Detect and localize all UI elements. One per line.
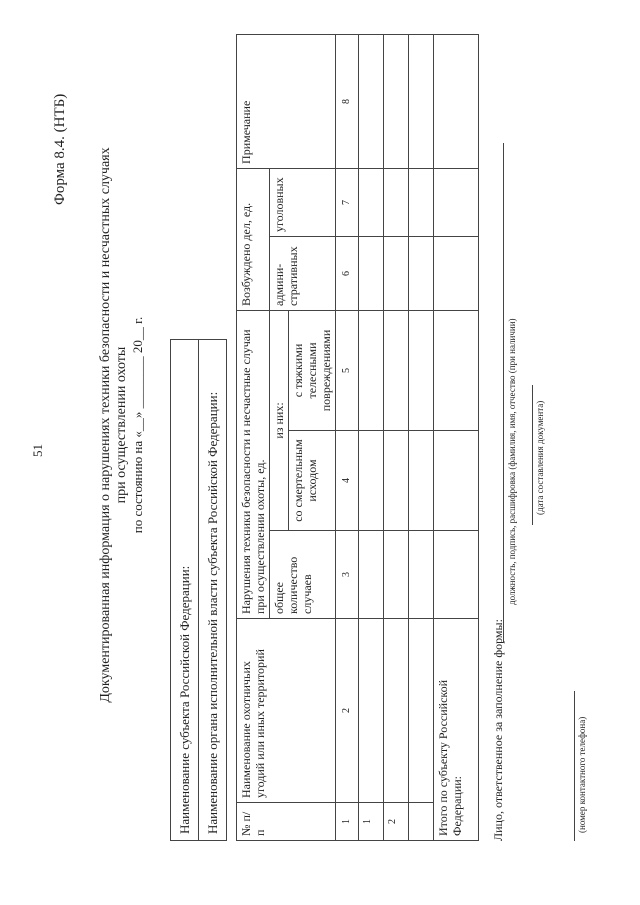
title-line-2: при осуществлении охоты xyxy=(114,346,129,504)
col-header-name: Наименование охотничьих угодий или иных территорий xyxy=(237,619,336,803)
subject-box xyxy=(170,339,227,841)
date-hint: (дата составления документа) xyxy=(535,400,545,515)
document-title xyxy=(98,95,130,755)
responsible-hint: должность, подпись, расшифровка (фамилия, имя, отчество (при наличии) xyxy=(507,318,517,605)
table-row xyxy=(409,34,434,840)
phone-signature-line xyxy=(574,691,575,841)
col-header-total: общее количество случаев xyxy=(270,531,336,619)
column-number-row xyxy=(336,34,359,840)
responsible-signature-line xyxy=(503,143,504,643)
col-header-violations: Нарушения техники безопасности и несчастные случаи при осуществлении охоты, ед. xyxy=(237,310,270,618)
col-number: 3 xyxy=(336,531,359,619)
col-header-of-them: из них: xyxy=(270,310,289,530)
title-line-1: Документированная информация о нарушениях техники безопасности и несчастных случаях xyxy=(98,147,113,703)
col-number: 8 xyxy=(336,34,359,168)
date-signature-line xyxy=(532,385,533,525)
col-number: 5 xyxy=(336,310,359,430)
violations-table xyxy=(236,34,479,841)
col-header-cases: Возбуждено дел, ед. xyxy=(237,168,270,310)
row-number: 1 xyxy=(359,803,384,841)
col-header-num: № п/п xyxy=(237,803,336,841)
col-number: 6 xyxy=(336,236,359,310)
row-number: 2 xyxy=(384,803,409,841)
table-row xyxy=(384,34,409,840)
responsible-label: Лицо, ответственное за заполнение формы: xyxy=(491,619,505,841)
subject-name-field: Наименование субъекта Российской Федерации: xyxy=(171,340,199,840)
total-row xyxy=(434,34,479,840)
col-number: 4 xyxy=(336,431,359,531)
col-header-note: Примечание xyxy=(237,34,336,168)
col-number: 2 xyxy=(336,619,359,803)
col-number: 7 xyxy=(336,168,359,236)
page-number: 51 xyxy=(30,444,45,457)
authority-name-field: Наименование органа исполнительной власти субъекта Российской Федерации: xyxy=(205,391,220,834)
phone-hint: (номер контактного телефона) xyxy=(577,716,587,833)
col-header-fatal: со смертельным исходом xyxy=(289,431,336,531)
col-header-criminal: уголовных xyxy=(270,168,336,236)
form-label: Форма 8.4. (НТБ) xyxy=(52,93,68,205)
col-number: 1 xyxy=(336,803,359,841)
col-header-admin: админи-стративных xyxy=(270,236,336,310)
table-row xyxy=(359,34,384,840)
total-label: Итого по субъекту Российской Федерации: xyxy=(434,619,479,841)
col-header-injury: с тяжкими телесными повреждениями xyxy=(289,310,336,430)
date-line: по состоянию на «__» ________ 20__ г. xyxy=(130,316,145,534)
header-row-1 xyxy=(237,34,270,840)
